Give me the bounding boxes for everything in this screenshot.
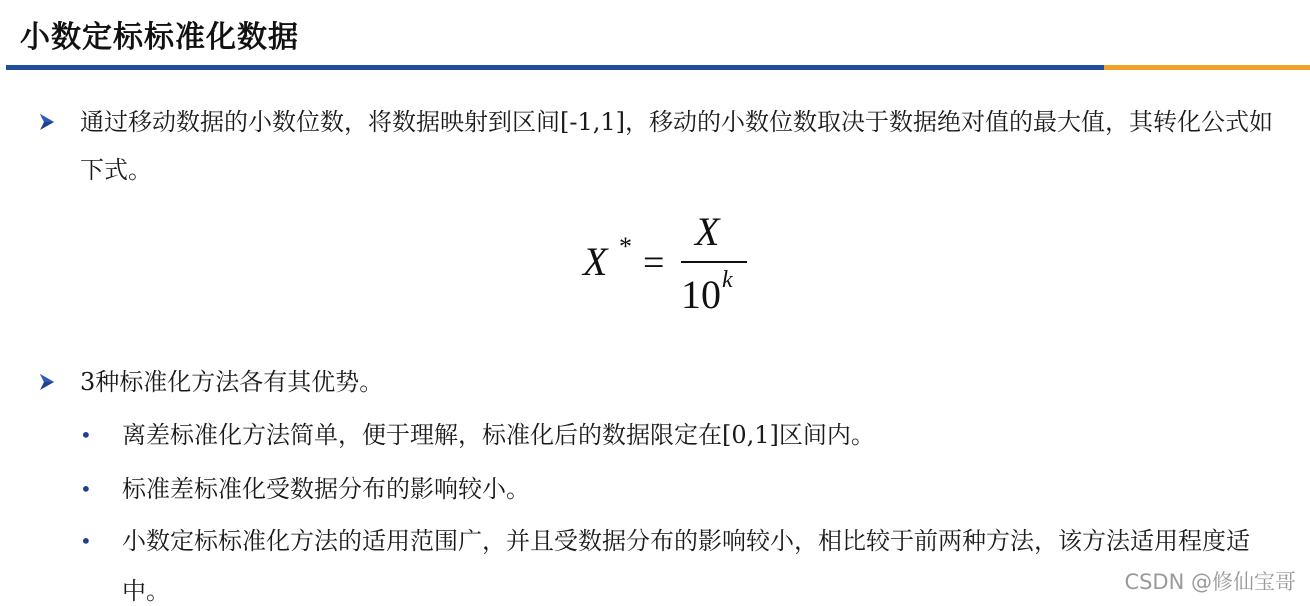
title-rule-accent bbox=[1104, 65, 1310, 70]
bullet-item-2 bbox=[38, 358, 1278, 406]
watermark: CSDN @修仙宝哥 bbox=[1124, 570, 1296, 594]
formula-numerator: X bbox=[695, 209, 720, 254]
title-rule-primary bbox=[6, 65, 1104, 70]
bullet-text: 通过移动数据的小数位数，将数据映射到区间[-1,1]，移动的小数位数取决于数据绝对值的最大值，其转化公式如下式。 bbox=[80, 108, 1274, 184]
formula-equals: = bbox=[643, 242, 665, 284]
formula-denominator: 10 bbox=[681, 272, 721, 317]
sub-bullet-text: 小数定标标准化方法的适用范围广，并且受数据分布的影响较小，相比较于前两种方法，该方法适用程度适中。 bbox=[122, 527, 1250, 605]
slide-title: 小数定标标准化数据 bbox=[20, 20, 299, 55]
sub-bullet-item-1 bbox=[80, 410, 1280, 460]
bullet-dot-icon: • bbox=[80, 477, 92, 501]
bullet-dot-icon: • bbox=[80, 423, 92, 447]
sub-bullet-item-3 bbox=[80, 516, 1280, 606]
formula bbox=[575, 205, 775, 320]
bullet-text: 3种标准化方法各有其优势。 bbox=[80, 368, 384, 396]
bullet-dot-icon: • bbox=[80, 529, 92, 553]
sub-bullet-item-2 bbox=[80, 464, 1280, 514]
formula-lhs-superscript: * bbox=[619, 232, 632, 261]
sub-bullet-text: 离差标准化方法简单，便于理解，标准化后的数据限定在[0,1]区间内。 bbox=[122, 421, 875, 449]
formula-denominator-superscript: k bbox=[722, 267, 733, 293]
chevron-right-icon bbox=[38, 372, 56, 392]
formula-lhs: X bbox=[583, 239, 608, 284]
sub-bullet-text: 标准差标准化受数据分布的影响较小。 bbox=[122, 475, 530, 503]
chevron-right-icon bbox=[38, 112, 56, 132]
bullet-item-1 bbox=[38, 98, 1278, 194]
